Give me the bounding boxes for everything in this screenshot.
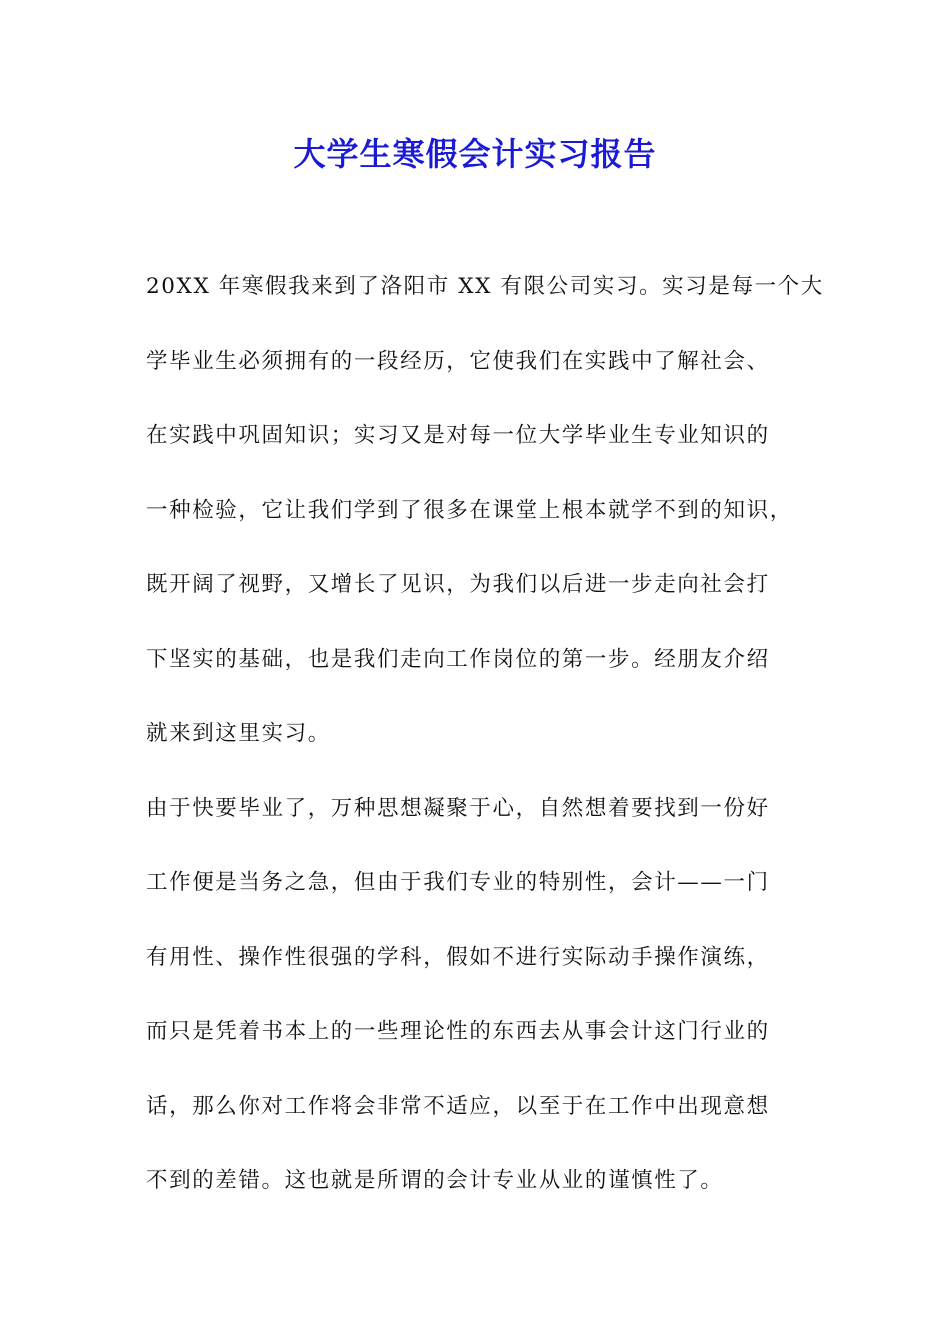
body-line: 下坚实的基础，也是我们走向工作岗位的第一步。经朋友介绍	[146, 646, 770, 672]
document-title: 大学生寒假会计实习报告	[293, 135, 657, 173]
body-line: 20XX 年寒假我来到了洛阳市 XX 有限公司实习。实习是每一个大	[146, 274, 824, 299]
body-line: 有用性、操作性很强的学科，假如不进行实际动手操作演练，	[146, 944, 770, 970]
body-line: 一种检验，它让我们学到了很多在课堂上根本就学不到的知识，	[146, 497, 793, 523]
body-line: 在实践中巩固知识；实习又是对每一位大学毕业生专业知识的	[146, 423, 770, 448]
body-line: 话，那么你对工作将会非常不适应，以至于在工作中出现意想	[146, 1093, 770, 1119]
body-line: 工作便是当务之急，但由于我们专业的特别性，会计——一门	[146, 870, 770, 895]
body-line: 就来到这里实习。	[146, 721, 331, 746]
document-body	[146, 267, 824, 1236]
body-line: 学毕业生必须拥有的一段经历，它使我们在实践中了解社会、	[146, 348, 770, 374]
body-line: 而只是凭着书本上的一些理论性的东西去从事会计这门行业的	[146, 1019, 770, 1044]
body-line: 不到的差错。这也就是所谓的会计专业从业的谨慎性了。	[146, 1168, 724, 1193]
body-line: 既开阔了视野，又增长了见识，为我们以后进一步走向社会打	[146, 572, 770, 597]
body-line: 由于快要毕业了，万种思想凝聚于心，自然想着要找到一份好	[146, 795, 770, 821]
